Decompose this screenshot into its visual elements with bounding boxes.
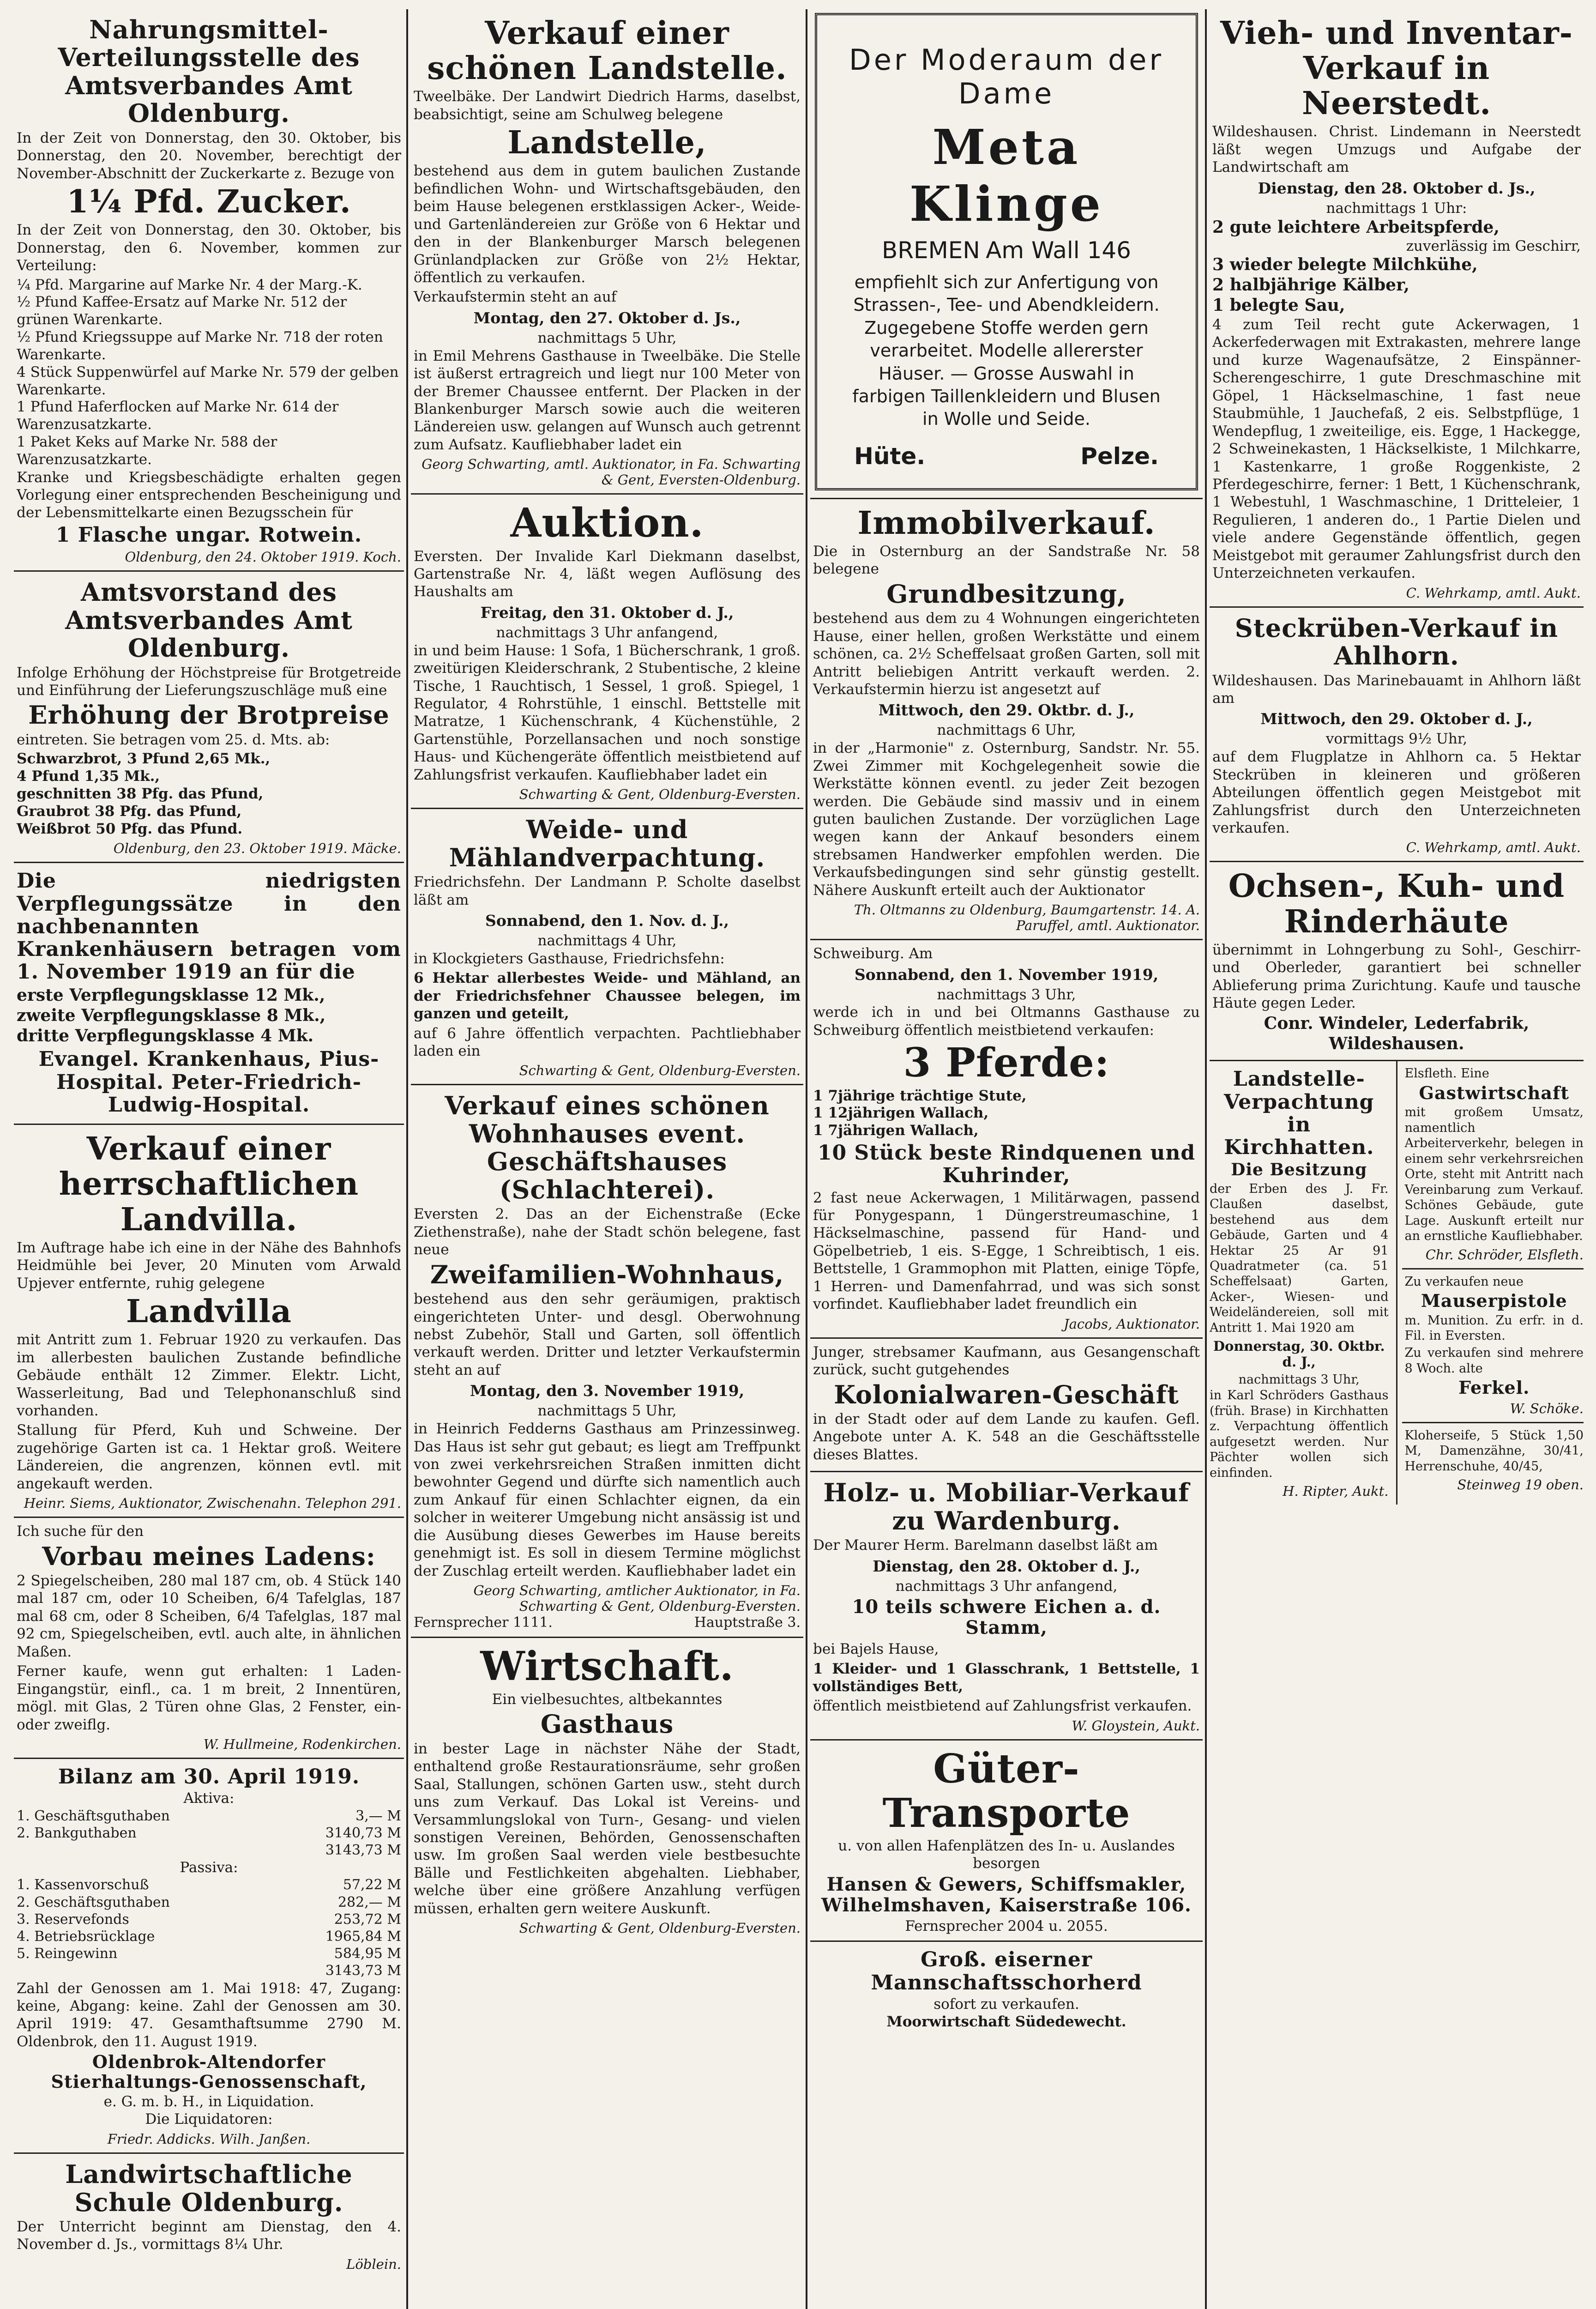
- ad-auktion: [411, 495, 803, 809]
- ad-landstelle-verpachtung: [1210, 1061, 1391, 1505]
- ad-text: empfiehlt sich zur Anfertigung von Strassen-, Tee- und Abendkleidern. Zugegebene Stoffe werden gern verarbeitet. Modelle allererster Häuser. — Grosse Auswahl in farbigen Taillenkleidern und Blusen in Wolle und Seide.: [852, 272, 1161, 429]
- ad-title: 3 Pferde:: [903, 1040, 1110, 1087]
- ad-text: der Erben des J. Fr. Claußen daselbst, bestehend aus dem Gebäude, Garten und 4 Hektar 25 Ar 91 Quadratmeter (ca. 51 Scheffelsaat) Garten, Acker-, Wiesen- und Weideländereien, soll mit Antritt 1. Mai 1920 am: [1210, 1181, 1389, 1335]
- column-rule: [1205, 9, 1207, 2309]
- ad-title: Weide- und Mählandverpachtung.: [449, 815, 765, 872]
- ad-wirtschaft: [411, 1638, 803, 1941]
- sub-column: [1396, 1061, 1584, 1505]
- list-item: 1 Paket Keks auf Marke Nr. 588 der Warenzusatzkarte.: [17, 433, 277, 468]
- ad-pferde: [810, 939, 1203, 1338]
- ad-text: Schweiburg. Am: [813, 945, 933, 962]
- ad-title: Verkauf einer schönen Landstelle.: [427, 15, 787, 87]
- ad-time: nachmittags 4 Uhr,: [537, 932, 677, 949]
- ad-highlight: 1¼ Pfd. Zucker.: [66, 183, 351, 221]
- ad-text: in Karl Schröders Gasthaus (früh. Brase) in Kirchhatten z. Verpachtung öffentlich aufgesetzt werden. Nur Pächter wollen sich einfinden.: [1210, 1388, 1389, 1480]
- ad-verpflegung: [14, 863, 404, 1125]
- ad-signature: Schwarting & Gent, Oldenburg-Eversten.: [519, 1063, 801, 1079]
- street-address: Hauptstraße 3.: [694, 1614, 801, 1631]
- table-row: [17, 1945, 401, 1962]
- ad-date: Sonnabend, den 1. November 1919,: [854, 965, 1159, 984]
- ad-title: Verkauf eines schönen Wohnhauses event. Geschäftshauses (Schlachterei).: [445, 1091, 770, 1204]
- ad-text: in bester Lage in nächster Nähe der Stadt, enthaltend große Restaurationsräume, sehr großen Saal, Stallungen, schönen Garten usw., steht durch uns zum Verkauf. Das Lokal ist Vereins- und Versammlungslokal von Turn-, Gesang- und vielen sonstigen Vereinen, Behörden, Genossenschaften usw. Im großen Saal werden viele bestbesuchte Bälle und Festlichkeiten abgehalten. Liebhaber, welche über eine größere Anzahlung verfügen müssen, erhalten gern weitere Auskunft.: [414, 1740, 801, 1917]
- ad-time: nachmittags 3 Uhr,: [937, 986, 1076, 1003]
- ad-text: 2 fast neue Ackerwagen, 1 Militärwagen, passend für Ponygespann, 1 Düngerstreumaschine, 1 Häckselmaschine, passend für Hand- und Göpelbetrieb, 1 eis. S-Egge, 1 Schreibtisch, 1 eis. Bettstelle, 1 Grammophon mit Platten, einige Töpfe, 1 Herren- und Damenfahrrad, und was sich sonst vorfindet. Kaufliebhaber ladet freundlich ein: [813, 1189, 1200, 1313]
- ad-signature: Steinweg 19 oben.: [1457, 1477, 1584, 1493]
- table-row: [17, 1825, 401, 1842]
- ad-signature: Oldenburg, den 24. Oktober 1919. Koch.: [125, 549, 401, 565]
- ad-date: Mittwoch, den 29. Oktober d. J.,: [1260, 710, 1533, 728]
- list-item: zweite Verpflegungsklasse 8 Mk.,: [17, 1005, 326, 1025]
- list-item: Schwarzbrot, 3 Pfund 2,65 Mk.,: [17, 750, 271, 768]
- ad-time: nachmittags 5 Uhr,: [537, 329, 677, 346]
- ad-text: m. Munition. Zu erfr. in d. Fil. in Eversten.: [1404, 1313, 1584, 1343]
- ad-date: Freitag, den 31. Oktober d. J.,: [480, 603, 734, 622]
- ad-time: nachmittags 3 Uhr,: [1238, 1372, 1360, 1387]
- ad-mauserpistole: [1402, 1269, 1584, 1423]
- ad-text: Kloherseife, 5 Stück 1,50 M, Damenzähne, 30/41, Herrenschuhe, 40/45,: [1404, 1428, 1584, 1474]
- ad-title: Groß. eiserner Mannschaftsschorherd: [871, 1948, 1142, 1995]
- ad-signature: Georg Schwarting, amtlicher Auktionator, in Fa. Schwarting & Gent, Oldenburg-Eversten.: [473, 1583, 801, 1614]
- ad-landvilla: [14, 1125, 404, 1518]
- ad-text: Der Maurer Herm. Barelmann daselbst läßt am: [813, 1537, 1158, 1554]
- ad-title: Steckrüben-Verkauf in Ahlhorn.: [1235, 613, 1559, 671]
- ad-signature: Th. Oltmanns zu Oldenburg, Baumgartenstr. 14. A. Paruffel, amtl. Auktionator.: [854, 902, 1200, 934]
- ad-holz-mobiliar: [810, 1472, 1203, 1741]
- table-row: [17, 1894, 401, 1911]
- ad-title: Ochsen-, Kuh- und Rinderhäute: [1228, 868, 1565, 940]
- ad-text: 2 Spiegelscheiben, 280 mal 187 cm, ob. 4 Stück 140 mal 187 cm, oder 10 Scheiben, 6/4 Tafelglas, 187 mal 68 cm, oder 8 Scheiben, 6/4 Tafelglas, 187 mal 92 cm, Spiegelscheiben, evtl. auch alte, in ähnlichen Maßen.: [17, 1572, 401, 1660]
- ad-landstelle-verkauf: [411, 9, 803, 495]
- ad-text: Der Unterricht beginnt am Dienstag, den 4. November d. Js., vormittags 8¼ Uhr.: [17, 2218, 401, 2253]
- column-2: [411, 9, 803, 2309]
- row-value: 584,95 M: [334, 1946, 401, 1962]
- split-row: [1210, 1061, 1584, 1505]
- ad-text: Ich suche für den: [17, 1523, 144, 1540]
- ad-signature: Friedr. Addicks. Wilh. Janßen.: [107, 2131, 311, 2147]
- ad-footer-row: [845, 443, 1168, 470]
- ad-gueter-transporte: [810, 1741, 1203, 1942]
- ad-date: Donnerstag, 30. Oktbr. d. J.,: [1213, 1338, 1385, 1370]
- ad-text: In der Zeit von Donnerstag, den 30. Oktober, bis Donnerstag, den 6. November, kommen zur Verteilung:: [17, 222, 401, 274]
- ad-steckrueben: [1210, 608, 1584, 863]
- ad-highlight: Zweifamilien-Wohnhaus,: [430, 1259, 784, 1289]
- ad-gastwirtschaft: [1402, 1061, 1584, 1269]
- ad-highlight: Hüte.: [854, 442, 926, 470]
- row-label: 1. Kassenvorschuß: [17, 1877, 149, 1893]
- ad-nahrungsmittel: [14, 9, 404, 572]
- ad-title: Amtsvorstand des Amtsverbandes Amt Oldenburg.: [65, 577, 353, 663]
- city: BREMEN: [882, 237, 980, 264]
- ad-text: Eversten. Der Invalide Karl Diekmann daselbst, Gartenstraße Nr. 4, läßt wegen Auflösung des Haushalts am: [414, 548, 801, 600]
- total-value: 3143,73 M: [325, 1963, 401, 1979]
- ad-text: werde ich in und bei Oltmanns Gasthause zu Schweiburg öffentlich meistbietend verkaufen:: [813, 1004, 1200, 1039]
- list-item: 2 gute leichtere Arbeitspferde,: [1212, 217, 1500, 237]
- ad-title: Vorbau meines Ladens:: [42, 1541, 376, 1571]
- column-1: [14, 9, 404, 2309]
- ad-text: e. G. m. b. H., in Liquidation.: [103, 2093, 314, 2110]
- table-total: [17, 1962, 401, 1979]
- list-item: 4 Pfund 1,35 Mk.,: [17, 768, 160, 785]
- ad-highlight: 10 Stück beste Rindquenen und Kuhrinder,: [817, 1141, 1196, 1188]
- ad-signature: C. Wehrkamp, amtl. Aukt.: [1406, 585, 1581, 601]
- table-total: [17, 1842, 401, 1859]
- row-value: 57,22 M: [343, 1877, 401, 1893]
- ad-title: Nahrungsmittel-Verteilungsstelle des Amtsverbandes Amt Oldenburg.: [58, 15, 360, 128]
- ad-text: Wildeshausen. Christ. Lindemann in Neerstedt läßt wegen Umzugs und Aufgabe der Landwirtschaft am: [1212, 123, 1581, 176]
- ad-date: Montag, den 27. Oktober d. Js.,: [473, 308, 741, 327]
- list-item: Weißbrot 50 Pfg. das Pfund.: [17, 820, 243, 837]
- ad-highlight: Landvilla: [126, 1293, 292, 1330]
- ad-text: bestehend aus dem zu 4 Wohnungen eingerichteten Hause, einer hellen, großen Werkstätte und einem schönen, ca. 2½ Scheffelsaat großen Garten, soll mit Antritt beliebigen Antritt verkauft werden. 2. Verkaufstermin hierzu ist angesetzt auf: [813, 610, 1200, 698]
- ad-highlight: Ferkel.: [1458, 1377, 1530, 1398]
- ad-weide-verpachtung: [411, 809, 803, 1085]
- section-label: Passiva:: [180, 1859, 238, 1876]
- ad-brotpreise: [14, 572, 404, 863]
- table-row: [17, 1807, 401, 1825]
- ad-text: Kranke und Kriegsbeschädigte erhalten gegen Vorlegung einer entsprechenden Bescheinigung und der Lebensmittelkarte einen Bezugsschein für: [17, 469, 401, 521]
- ad-title: Die niedrigsten Verpflegungssätze in den nachbenannten Krankenhäusern betragen vom 1. November 1919 an für die: [17, 869, 401, 984]
- ad-title: Wirtschaft.: [480, 1643, 734, 1690]
- list-item: 1 Pfund Haferflocken auf Marke Nr. 614 der Warenzusatzkarte.: [17, 399, 339, 433]
- section-label: Aktiva:: [183, 1790, 235, 1807]
- ad-highlight: Evangel. Krankenhaus, Pius-Hospital. Peter-Friedrich-Ludwig-Hospital.: [38, 1047, 379, 1117]
- ad-text: in Emil Mehrens Gasthause in Tweelbäke. Die Stelle ist äußerst ertragreich und liegt nur 100 Meter von der Bremer Chaussee entfernt. Der Placken in der Blankenburger Marsch sowie auch die weiteren Ländereien usw. gelangen auf Wunsch auch getrennt zum Aufsatz. Kaufliebhaber ladet ein: [414, 347, 801, 453]
- ad-highlight: Grundbesitzung,: [886, 579, 1126, 609]
- column-4: [1210, 9, 1584, 2309]
- ad-signature: Conr. Windeler, Lederfabrik, Wildeshausen.: [1264, 1014, 1530, 1054]
- ad-signature: Jacobs, Auktionator.: [1063, 1316, 1200, 1332]
- ad-title: Vieh- und Inventar-Verkauf in Neerstedt.: [1220, 15, 1573, 122]
- table-row: [17, 1876, 401, 1893]
- ad-text: Tweelbäke. Der Landwirt Diedrich Harms, daselbst, beabsichtigt, seine am Schulweg belegene: [414, 88, 801, 123]
- ad-signature: Schwarting & Gent, Oldenburg-Eversten.: [519, 786, 801, 803]
- ad-text: Stallung für Pferd, Kuh und Schweine. Der zugehörige Garten ist ca. 1 Hektar groß. Weitere Ländereien, die angrenzen, können evtl. mit angekauft werden.: [17, 1422, 401, 1492]
- ad-text: sofort zu verkaufen.: [934, 1996, 1079, 2013]
- ad-text: Die Liquidatoren:: [145, 2111, 273, 2128]
- ad-highlight: 1 Flasche ungar. Rotwein.: [55, 523, 362, 547]
- ad-signature: Heinr. Siems, Auktionator, Zwischenahn. Telephon 291.: [24, 1495, 401, 1511]
- list-item: 1 7jährigen Wallach,: [813, 1122, 979, 1139]
- ad-text: Wildeshausen. Das Marinebauamt in Ahlhorn läßt am: [1212, 672, 1581, 707]
- ad-text: Verkaufstermin steht an auf: [414, 289, 617, 306]
- ad-highlight: Die Besitzung: [1231, 1160, 1367, 1180]
- row-value: 253,72 M: [334, 1911, 401, 1928]
- ad-text: auf 6 Jahre öffentlich verpachten. Pachtliebhaber laden ein: [414, 1025, 801, 1060]
- list-item: Graubrot 38 Pfg. das Pfund,: [17, 803, 242, 820]
- ad-time: nachmittags 3 Uhr anfangend,: [496, 624, 718, 641]
- row-value: 3,— M: [355, 1808, 401, 1825]
- ad-signature: Löblein.: [346, 2256, 401, 2272]
- row-label: 5. Reingewinn: [17, 1946, 118, 1962]
- list-item: 1 belegte Sau,: [1212, 296, 1345, 315]
- ad-text: in und beim Hause: 1 Sofa, 1 Bücherschrank, 1 groß. zweitürigen Kleiderschrank, 2 Stubentische, 2 kleine Tische, 1 Rauchtisch, 1 Sessel, 1 groß. Spiegel, 1 Regulator, 4 Rohrstühle, 1 einschl. Bettstelle mit Matratze, 1 Küchenschrank, 4 Küchenstühle, 2 Gartenstühle, Porzellansachen und noch sonstige Haus- und Küchengeräte öffentlich meistbietend auf Zahlungsfrist verkaufen. Kaufliebhaber ladet ein: [414, 642, 801, 783]
- ad-signature: H. Ripter, Aukt.: [1283, 1483, 1389, 1499]
- table-row: [17, 1928, 401, 1945]
- ad-text: Junger, strebsamer Kaufmann, aus Gesangenschaft zurück, sucht gutgehendes: [813, 1343, 1200, 1378]
- contact-row: [414, 1614, 801, 1631]
- ad-date: Dienstag, den 28. Oktober d. Js.,: [1258, 179, 1536, 197]
- split-row: [810, 498, 1203, 939]
- ad-highlight: Landstelle,: [507, 124, 707, 162]
- ad-text: u. von allen Hafenplätzen des In- u. Auslandes besorgen: [838, 1838, 1175, 1872]
- ad-text: Infolge Erhöhung der Höchstpreise für Brotgetreide und Einführung der Lieferungszuschläge muß eine: [17, 664, 401, 699]
- row-label: 3. Reservefonds: [17, 1911, 129, 1928]
- ad-haeute: [1210, 862, 1584, 1061]
- ad-time: vormittags 9½ Uhr,: [1325, 731, 1468, 748]
- ad-text: in der „Harmonie" z. Osternburg, Sandstr. Nr. 55. Zwei Zimmer mit Kochgelegenheit sowie die Werkstätte können eventl. zu jeder Zeit bezogen werden. Die Gebäude sind massiv und in einem guten baulichen Zustande. Der vorzüglichen Lage wegen kann der Ankauf besonders einem strebsamen Handwerker empfohlen werden. Die Verkaufsbedingungen sind sehr günstig gestellt. Nähere Auskunft erteilt auch der Auktionator: [813, 740, 1200, 899]
- street-address: Am Wall 146: [986, 237, 1131, 264]
- ad-text: Ein vielbesuchtes, altbekanntes: [492, 1691, 723, 1708]
- ad-title: Güter-Transporte: [882, 1745, 1131, 1837]
- ad-landwirtschaftliche-schule: [14, 2154, 404, 2278]
- ad-text: Friedrichsfehn. Der Landmann P. Scholte daselbst läßt am: [414, 874, 801, 908]
- ad-moderaum: [815, 13, 1198, 490]
- sub-column: [1210, 1061, 1391, 1505]
- ad-text: Im Auftrage habe ich eine in der Nähe des Bahnhofs Heidmühle bei Jever, 20 Minuten vom Arwald Upjever entfernte, ruhig gelegene: [17, 1239, 401, 1292]
- ad-title: Verkauf einer herrschaftlichen Landvilla.: [59, 1130, 359, 1238]
- list-item: 1 12jährigen Wallach,: [813, 1105, 989, 1122]
- row-value: 3140,73 M: [325, 1825, 401, 1842]
- ad-text: Zahl der Genossen am 1. Mai 1918: 47, Zugang: keine, Abgang: keine. Zahl der Genossen am 30. April 1919: 47. Gesamthaftsumme 2790 M. Oldenbrok, den 11. August 1919.: [17, 1980, 401, 2050]
- list-item: 1 7jährige trächtige Stute,: [813, 1087, 1027, 1104]
- ad-signature: Schwarting & Gent, Oldenburg-Eversten.: [519, 1920, 801, 1936]
- ad-time: nachmittags 3 Uhr anfangend,: [895, 1578, 1118, 1595]
- ad-bilanz: [14, 1759, 404, 2154]
- ad-date: Dienstag, den 28. Oktober d. J.,: [873, 1557, 1140, 1575]
- column-rule: [406, 9, 408, 2309]
- ad-title: Gastwirtschaft: [1419, 1082, 1569, 1103]
- ad-title: Mauserpistole: [1421, 1290, 1567, 1311]
- ad-date: Montag, den 3. November 1919,: [470, 1382, 745, 1400]
- list-item: 4 Stück Suppenwürfel auf Marke Nr. 579 der gelben Warenkarte.: [17, 363, 399, 398]
- ad-text: Ferner kaufe, wenn gut erhalten: 1 Laden-Eingangstür, einfl., ca. 1 m breit, 2 Innentüren, mögl. mit Glas, 2 Türen ohne Glas, 2 Fenster, ein- oder zweiflg.: [17, 1663, 401, 1733]
- ad-signature: W. Hullmeine, Rodenkirchen.: [203, 1736, 401, 1752]
- row-label: 1. Geschäftsguthaben: [17, 1808, 170, 1825]
- ad-signature: W. Schöke.: [1510, 1400, 1584, 1416]
- ad-text: eintreten. Sie betragen vom 25. d. Mts. ab:: [17, 731, 330, 748]
- column-3: [810, 9, 1203, 2309]
- ad-signature: Georg Schwarting, amtl. Auktionator, in Fa. Schwarting & Gent, Eversten-Oldenburg.: [422, 456, 801, 488]
- column-rule: [806, 9, 807, 2309]
- ad-text: mit Antritt zum 1. Februar 1920 zu verkaufen. Das im allerbesten baulichen Zustande befindliche Gebäude enthält 12 Zimmer. Elektr. Licht, Wasserleitung, Bad und Telephonanschluß sind vorhanden.: [17, 1331, 401, 1419]
- ad-text: auf dem Flugplatze in Ahlhorn ca. 5 Hektar Steckrüben in kleineren und größeren Abteilungen öffentlich gegen Meistgebot mit Zahlungsfrist durch den Unterzeichneten verkaufen.: [1212, 749, 1581, 836]
- ad-text: bei Bajels Hause,: [813, 1641, 939, 1658]
- ad-title: Kolonialwaren-Geschäft: [834, 1379, 1179, 1409]
- row-label: 2. Geschäftsguthaben: [17, 1894, 170, 1910]
- ad-time: nachmittags 6 Uhr,: [937, 722, 1076, 739]
- list-item: ½ Pfund Kriegssuppe auf Marke Nr. 718 der roten Warenkarte.: [17, 329, 383, 363]
- ad-kolonialwaren: [810, 1339, 1203, 1473]
- ad-text: in Klockgieters Gasthause, Friedrichsfehn:: [414, 950, 725, 967]
- ad-title: Auktion.: [510, 500, 704, 547]
- list-item: erste Verpflegungsklasse 12 Mk.,: [17, 985, 325, 1005]
- ad-signature: W. Gloystein, Aukt.: [1072, 1717, 1200, 1734]
- ad-title: Landwirtschaftliche Schule Oldenburg.: [65, 2159, 353, 2217]
- ad-highlight: 1 Kleider- und 1 Glasschrank, 1 Bettstelle, 1 vollständiges Bett,: [813, 1660, 1200, 1695]
- list-item: geschnitten 38 Pfg. das Pfund,: [17, 785, 264, 802]
- ad-title: Landstelle-Verpachtung in Kirchhatten.: [1224, 1067, 1374, 1160]
- list-item: 3 wieder belegte Milchkühe,: [1212, 255, 1478, 275]
- ad-text: Elsfleth. Eine: [1404, 1066, 1489, 1081]
- ad-highlight: Pelze.: [1080, 442, 1159, 470]
- ad-text: Zu verkaufen sind mehrere 8 Woch. alte: [1404, 1346, 1584, 1376]
- row-label: 2. Bankguthaben: [17, 1825, 137, 1842]
- ad-text: In der Zeit von Donnerstag, den 30. Oktober, bis Donnerstag, den 20. November, berechtigt der November-Abschnitt der Zuckerkarte z. Bezuge von: [17, 129, 401, 182]
- total-value: 3143,73 M: [325, 1842, 401, 1859]
- ad-signature: Chr. Schröder, Elsfleth.: [1425, 1246, 1584, 1263]
- row-label: 4. Betriebsrücklage: [17, 1928, 155, 1945]
- ad-text: mit großem Umsatz, namentlich Arbeiterverkehr, belegen in einem sehr verkehrsreichen Orte, steht mit Antritt nach Vereinbarung zum Verkauf. Schönes Gebäude, gute Lage. Auskunft erteilt nur an ernstliche Kaufliebhaber.: [1404, 1105, 1584, 1244]
- ad-vieh-inventar: [1210, 9, 1584, 608]
- ad-highlight: Oldenbrok-Altendorfer Stierhaltungs-Genossenschaft,: [51, 2051, 367, 2092]
- ad-text: in der Stadt oder auf dem Lande zu kaufen. Gefl. Angebote unter A. K. 548 an die Geschäftsstelle dieses Blattes.: [813, 1410, 1200, 1463]
- address-row: [845, 237, 1168, 264]
- ad-highlight: Erhöhung der Brotpreise: [28, 700, 390, 730]
- ad-text: in Heinrich Fedderns Gasthaus am Prinzessinweg. Das Haus ist sehr gut gebaut; es liegt am Treffpunkt von zwei verkehrsreichen Straßen inmitten dicht bewohnter Gegend und dürfte sich namentlich auch zum Ankauf für einen Schlachter eignen, da ein solcher in weiterer Umgebung nicht ansässig ist und die Ausübung dieses Gewerbes im Hause bereits genehmigt ist. Es soll in diesem Termine möglichst der Zuschlag erteilt werden. Kaufliebhaber ladet ein: [414, 1420, 801, 1579]
- ad-text: Zu verkaufen neue: [1404, 1274, 1524, 1289]
- ad-title: Immobilverkauf.: [857, 504, 1156, 542]
- ad-vorbau: [14, 1518, 404, 1759]
- ad-mannschaftsherd: [810, 1942, 1203, 2036]
- phone-number: Fernsprecher 1111.: [414, 1614, 553, 1631]
- ad-title: Bilanz am 30. April 1919.: [58, 1765, 360, 1789]
- ad-date: Sonnabend, den 1. Nov. d. J.,: [485, 912, 729, 930]
- ad-time: nachmittags 5 Uhr,: [537, 1402, 677, 1420]
- sub-column: [810, 499, 1203, 939]
- list-item: 2 halbjährige Kälber,: [1212, 275, 1409, 295]
- ad-text: übernimmt in Lohngerbung zu Sohl-, Geschirr- und Oberleder, garantiert bei schneller Ablieferung prima Zurichtung. Kaufe und tausche Häute gegen Leder.: [1212, 941, 1581, 1012]
- list-item: ½ Pfund Kaffee-Ersatz auf Marke Nr. 512 der grünen Warenkarte.: [17, 294, 347, 328]
- ad-seife: [1402, 1423, 1584, 1498]
- list-item: ¼ Pfd. Margarine auf Marke Nr. 4 der Marg.-K.: [17, 276, 362, 293]
- ad-time: nachmittags 1 Uhr:: [1326, 199, 1467, 217]
- ad-title: Holz- u. Mobiliar-Verkauf zu Wardenburg.: [823, 1478, 1190, 1535]
- ad-highlight: 10 teils schwere Eichen a. d. Stamm,: [852, 1596, 1161, 1639]
- ad-signature: Oldenburg, den 23. Oktober 1919. Mäcke.: [113, 840, 401, 857]
- ad-text: 4 zum Teil recht gute Ackerwagen, 1 Ackerfederwagen mit Extrakasten, mehrere lange und kurze Wagenaufsätze, 2 Einspänner-Scherengeschirre, 1 gute Dreschmaschine mit Göpel, 1 Häckselmaschine, 1 fast neue Staubmühle, 1 Jauchefaß, 2 eis. Selbstpflüge, 1 Wendepflug, 1 zweiteilige, eis. Egge, 1 Hackegge, 2 Schweinekasten, 1 Häckselkiste, 1 Milchkarre, 1 Kastenkarre, 1 große Roggenkiste, 2 Pferdegeschirre, ferner: 1 Bett, 1 Küchenschrank, 1 Webestuhl, 1 Waschmaschine, 1 Dritteleier, 1 Regulieren, 1 anderen do., 1 Partie Dielen und viele andere Gegenstände öffentlich, gegen Meistgebot mit geraumer Zahlungsfrist durch den Unterzeichneten verkaufen.: [1212, 316, 1581, 582]
- row-value: 282,— M: [337, 1894, 401, 1910]
- ad-signature: C. Wehrkamp, amtl. Aukt.: [1406, 840, 1581, 856]
- phone-number: Fernsprecher 2004 u. 2055.: [905, 1917, 1108, 1934]
- ad-wohnhaus-verkauf: [411, 1085, 803, 1638]
- ad-immobilverkauf: [810, 499, 1203, 939]
- list-item: zuverlässig im Geschirr,: [1406, 237, 1581, 254]
- ad-date: Mittwoch, den 29. Oktbr. d. J.,: [878, 701, 1135, 719]
- ad-text: Die in Osternburg an der Sandstraße Nr. 58 belegene: [813, 543, 1200, 578]
- ad-title: Der Moderaum der Dame: [849, 43, 1164, 110]
- row-value: 1965,84 M: [325, 1928, 401, 1945]
- ad-text: Eversten 2. Das an der Eichenstraße (Ecke Ziethenstraße), nahe der Stadt schön belegene, fast neue: [414, 1206, 801, 1258]
- ad-text: öffentlich meistbietend auf Zahlungsfrist verkaufen.: [813, 1698, 1192, 1715]
- ad-highlight: Gasthaus: [540, 1709, 674, 1739]
- business-name: Meta Klinge: [909, 119, 1103, 232]
- list-item: dritte Verpflegungsklasse 4 Mk.: [17, 1026, 314, 1046]
- table-row: [17, 1911, 401, 1928]
- ad-text: bestehend aus den sehr geräumigen, praktisch eingerichteten Unter- und desgl. Oberwohnung nebst Zubehör, Stall und Garten, soll öffentlich verkauft werden. Dritter und letzter Verkaufstermin steht an auf: [414, 1291, 801, 1378]
- ad-highlight: 6 Hektar allerbestes Weide- und Mähland, an der Friedrichsfehner Chaussee belegen, im ganzen und geteilt,: [414, 970, 801, 1022]
- ad-highlight: Hansen & Gewers, Schiffsmakler, Wilhelmshaven, Kaiserstraße 106.: [821, 1874, 1192, 1916]
- ad-text: bestehend aus dem in gutem baulichen Zustande befindlichen Wohn- und Wirtschaftsgebäuden, den beim Hause belegenen erstklassigen Acker-, Weide- und Gartenländereien zur Größe von 6 Hektar und den in der Blankenburger Marsch belegenen Grünlandplacken zur Größe von 2½ Hektar, öffentlich zu verkaufen.: [414, 163, 801, 286]
- ad-signature: Moorwirtschaft Südedewecht.: [886, 2013, 1126, 2030]
